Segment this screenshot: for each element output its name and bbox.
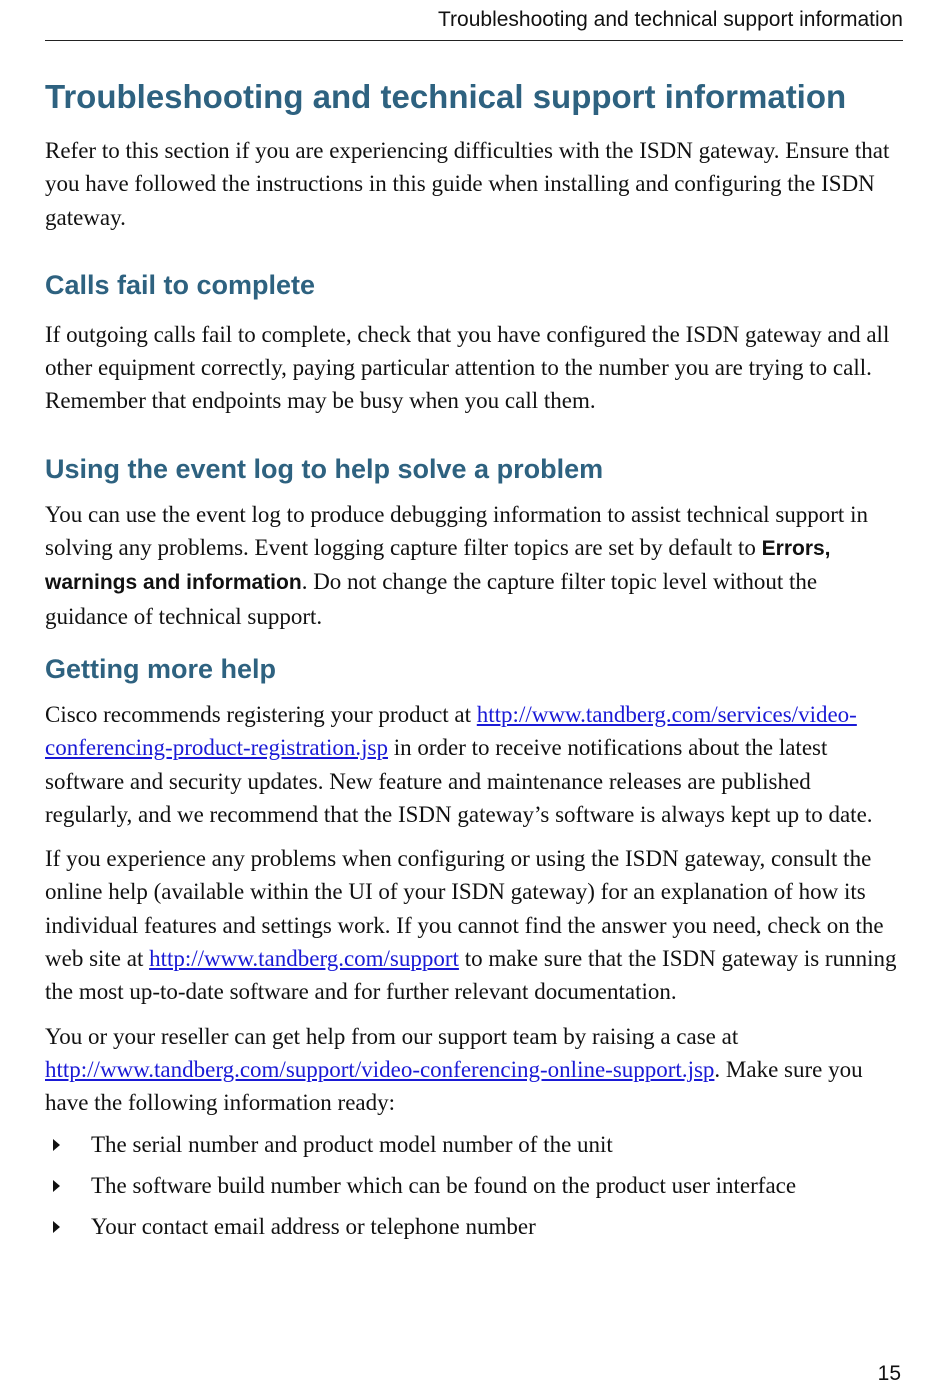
online-help-text-after: to make sure that the ISDN gateway is running the most up-to-date software and for further relevant documentation.	[45, 946, 897, 1005]
info-checklist	[45, 1128, 903, 1243]
heading-event-log: Using the event log to help solve a problem	[45, 453, 604, 484]
support-link[interactable]: http://www.tandberg.com/support	[149, 946, 459, 972]
list-item	[45, 1210, 903, 1243]
list-item-text: Your contact email address or telephone number	[91, 1213, 536, 1239]
triangle-right-icon	[53, 1221, 60, 1233]
registration-text-before: Cisco recommends registering your product at	[45, 701, 477, 727]
list-item-text: The software build number which can be found on the product user interface	[91, 1172, 797, 1198]
page-title: Troubleshooting and technical support information	[45, 78, 847, 115]
header-divider	[45, 40, 903, 41]
heading-getting-more-help: Getting more help	[45, 653, 277, 684]
heading-calls-fail: Calls fail to complete	[45, 269, 316, 300]
document-page	[45, 0, 903, 1399]
intro-paragraph: Refer to this section if you are experiencing difficulties with the ISDN gateway. Ensure that you have followed the instructions in this guide when installing and configuring the ISDN gateway.	[45, 138, 890, 230]
registration-text-after: in order to receive notifications about the latest software and security updates. New feature and maintenance releases are published regularly, and we recommend that the ISDN gateway’s software is always kept up to date.	[45, 735, 873, 827]
page-number: 15	[877, 1362, 901, 1385]
list-item	[45, 1128, 903, 1161]
registration-paragraph	[45, 698, 903, 831]
event-log-text-before: You can use the event log to produce debugging information to assist technical support in solving any problems. Event logging capture filter topics are set by default to	[45, 501, 868, 561]
calls-fail-paragraph: If outgoing calls fail to complete, check that you have configured the ISDN gateway and all other equipment correctly, paying particular attention to the number you are trying to call. Remember that endpoints may be busy when you call them.	[45, 321, 890, 414]
page-content	[45, 76, 903, 1250]
online-support-link[interactable]: http://www.tandberg.com/support/video-conferencing-online-support.jsp	[45, 1056, 715, 1082]
online-help-text-before: If you experience any problems when configuring or using the ISDN gateway, consult the online help (available within the UI of your ISDN gateway) for an explanation of how its individual features and settings work. If you cannot find the answer you need, check on the web site at	[45, 846, 884, 972]
online-help-paragraph	[45, 842, 903, 1008]
event-log-paragraph	[45, 498, 903, 633]
support-case-text-after: . Make sure you have the following information ready:	[45, 1056, 863, 1116]
list-item-text: The serial number and product model number of the unit	[91, 1131, 613, 1157]
support-case-paragraph	[45, 1020, 903, 1120]
triangle-right-icon	[53, 1139, 60, 1151]
list-item	[45, 1169, 903, 1202]
support-case-text-before: You or your reseller can get help from our support team by raising a case at	[45, 1023, 739, 1049]
event-log-filter-level: Errors, warnings and information	[45, 537, 831, 595]
running-header: Troubleshooting and technical support information	[437, 8, 903, 31]
event-log-text-after: . Do not change the capture filter topic level without the guidance of technical support.	[45, 569, 818, 629]
registration-link[interactable]: http://www.tandberg.com/services/video-conferencing-product-registration.jsp	[45, 701, 857, 761]
triangle-right-icon	[53, 1180, 60, 1192]
